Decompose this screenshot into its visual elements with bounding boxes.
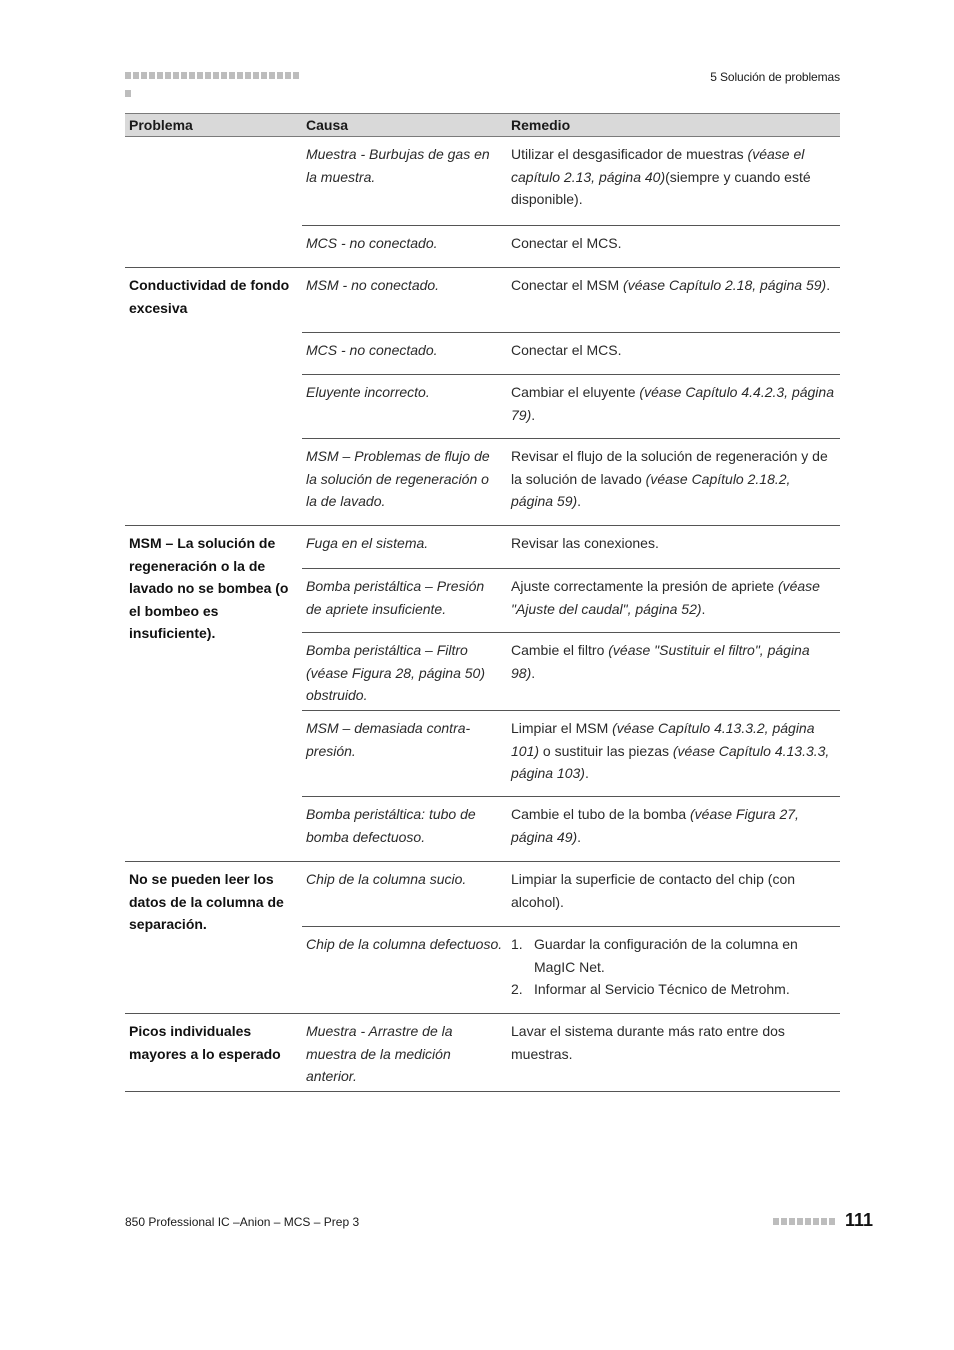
cause-cell: MSM – demasiada contrapresión.	[302, 711, 507, 797]
cause-cell: Chip de la columna defectuoso.	[302, 927, 507, 1014]
remedy-cell: Limpiar el MSM (véase Capítulo 4.13.3.2, página 101) o sustituir las piezas (véase Capítulo 4.13.3.3, página 103).	[507, 711, 840, 797]
cause-cell: MCS - no conectado.	[302, 333, 507, 375]
remedy-cell: Conectar el MCS.	[507, 333, 840, 375]
remedy-cell: Lavar el sistema durante más rato entre dos muestras.	[507, 1014, 840, 1092]
remedy-cell: Limpiar la superficie de contacto del chip (con alcohol).	[507, 862, 840, 927]
remedy-cell: Utilizar el desgasificador de muestras (véase el capítulo 2.13, página 40)(siempre y cuando esté disponible).	[507, 137, 840, 226]
problem-cell: Picos individuales mayores a lo esperado	[125, 1014, 302, 1092]
list-item: 1. Guardar la configuración de la columna en MagIC Net.	[511, 936, 798, 975]
table-row	[125, 862, 840, 927]
cause-cell: Chip de la columna sucio.	[302, 862, 507, 927]
problem-cell	[125, 137, 302, 268]
table-row	[125, 268, 840, 333]
cause-cell: Muestra - Arrastre de la muestra de la medición anterior.	[302, 1014, 507, 1092]
cause-cell: Bomba peristáltica – Presión de apriete insuficiente.	[302, 569, 507, 633]
table-row	[125, 1014, 840, 1092]
footer-decoration	[773, 1218, 843, 1226]
remedy-cell: Revisar el flujo de la solución de regeneración y de la solución de lavado (véase Capítulo 2.18.2, página 59).	[507, 439, 840, 526]
cause-cell: MSM - no conectado.	[302, 268, 507, 333]
troubleshooting-table	[125, 113, 840, 1092]
remedy-steps	[511, 933, 836, 1001]
cause-cell: Muestra - Burbujas de gas en la muestra.	[302, 137, 507, 226]
remedy-cell: Conectar el MCS.	[507, 226, 840, 268]
cause-cell: Bomba peristáltica: tubo de bomba defectuoso.	[302, 797, 507, 862]
remedy-cell: Cambie el tubo de la bomba (véase Figura 27, página 49).	[507, 797, 840, 862]
remedy-cell	[507, 927, 840, 1014]
list-item: 2. Informar al Servicio Técnico de Metrohm.	[511, 981, 790, 997]
column-header-remedy: Remedio	[507, 114, 840, 137]
page-number: 111	[845, 1210, 874, 1230]
table-row	[125, 526, 840, 569]
remedy-cell: Conectar el MSM (véase Capítulo 2.18, página 59).	[507, 268, 840, 333]
problem-cell: MSM – La solución de regeneración o la de lavado no se bombea (o el bombeo es insuficiente).	[125, 526, 302, 862]
cause-cell: MSM – Problemas de flujo de la solución de regeneración o la de lavado.	[302, 439, 507, 526]
column-header-problem: Problema	[125, 114, 302, 137]
cause-cell: Fuga en el sistema.	[302, 526, 507, 569]
footer-document-title: 850 Professional IC –Anion – MCS – Prep 3	[125, 1215, 360, 1229]
header-decoration	[125, 72, 308, 80]
remedy-cell: Revisar las conexiones.	[507, 526, 840, 569]
problem-cell: Conductividad de fondo excesiva	[125, 268, 302, 526]
cause-cell: Eluyente incorrecto.	[302, 375, 507, 439]
column-header-cause: Causa	[302, 114, 507, 137]
table-row	[125, 137, 840, 226]
cause-cell: Bomba peristáltica – Filtro (véase Figura 28, página 50) obstruido.	[302, 633, 507, 711]
running-header: 5 Solución de problemas	[710, 70, 840, 84]
cause-cell: MCS - no conectado.	[302, 226, 507, 268]
remedy-cell: Ajuste correctamente la presión de apriete (véase "Ajuste del caudal", página 52).	[507, 569, 840, 633]
remedy-cell: Cambiar el eluyente (véase Capítulo 4.4.2.3, página 79).	[507, 375, 840, 439]
remedy-cell: Cambie el filtro (véase "Sustituir el filtro", página 98).	[507, 633, 840, 711]
problem-cell: No se pueden leer los datos de la columna de separación.	[125, 862, 302, 1014]
table-header-row	[125, 114, 840, 137]
